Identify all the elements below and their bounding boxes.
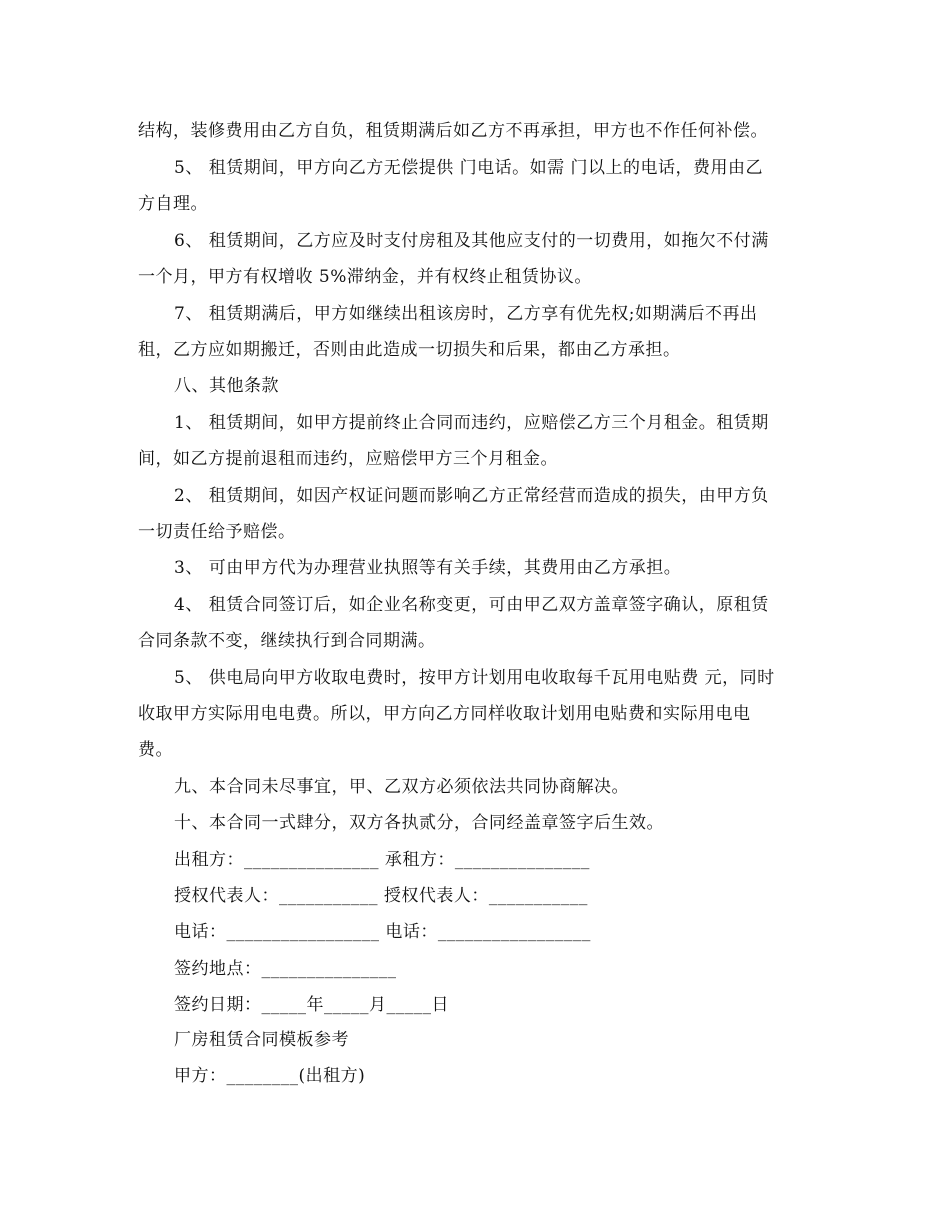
paragraph-line: 一个月，甲方有权增收 5%滞纳金，并有权终止租赁协议。 — [138, 267, 592, 287]
paragraph-line: 收取甲方实际用电电费。所以，甲方向乙方同样收取计划用电贴费和实际用电电 — [138, 704, 751, 724]
signature-line-representative: 授权代表人：___________ 授权代表人：___________ — [174, 886, 588, 906]
paragraph-line: 6、 租赁期间，乙方应及时支付房租及其他应支付的一切费用，如拖欠不付满 — [174, 231, 769, 251]
paragraph-line: 4、 租赁合同签订后，如企业名称变更，可由甲乙双方盖章签字确认，原租赁 — [174, 595, 769, 615]
signature-line-date: 签约日期：_____年_____月_____日 — [174, 995, 449, 1015]
paragraph-line: 合同条款不变，继续执行到合同期满。 — [138, 631, 436, 651]
paragraph-line: 方自理。 — [138, 194, 208, 214]
paragraph-line: 间，如乙方提前退租而违约，应赔偿甲方三个月租金。 — [138, 449, 558, 469]
paragraph-line: 2、 租赁期间，如因产权证问题而影响乙方正常经营而造成的损失，由甲方负 — [174, 486, 769, 506]
paragraph-line: 费。 — [138, 740, 173, 760]
paragraph-line: 3、 可由甲方代为办理营业执照等有关手续，其费用由乙方承担。 — [174, 558, 682, 578]
paragraph-line: 一切责任给予赔偿。 — [138, 522, 296, 542]
paragraph-line: 1、 租赁期间，如甲方提前终止合同而违约，应赔偿乙方三个月租金。租赁期 — [174, 413, 769, 433]
signature-line-lessor: 出租方：_______________ 承租方：_______________ — [174, 850, 590, 870]
subsection-title: 厂房租赁合同模板参考 — [174, 1030, 349, 1050]
signature-line-phone: 电话：_________________ 电话：_________________ — [174, 922, 591, 942]
paragraph-line: 7、 租赁期满后，甲方如继续出租该房时，乙方享有优先权;如期满后不再出 — [174, 304, 758, 324]
paragraph-line: 十、本合同一式肆分，双方各执贰分，合同经盖章签字后生效。 — [174, 813, 664, 833]
party-a-line: 甲方：________(出租方) — [174, 1066, 366, 1086]
paragraph-line: 九、本合同未尽事宜，甲、乙双方必须依法共同协商解决。 — [174, 777, 629, 797]
paragraph-line: 5、 供电局向甲方收取电费时，按甲方计划用电收取每千瓦用电贴费 元，同时 — [174, 668, 775, 688]
paragraph-line: 结构，装修费用由乙方自负，租赁期满后如乙方不再承担，甲方也不作任何补偿。 — [138, 121, 768, 141]
section-heading: 八、其他条款 — [174, 376, 279, 396]
paragraph-line: 租，乙方应如期搬迁，否则由此造成一切损失和后果，都由乙方承担。 — [138, 340, 681, 360]
paragraph-line: 5、 租赁期间，甲方向乙方无偿提供 门电话。如需 门以上的电话，费用由乙 — [174, 158, 764, 178]
signature-line-place: 签约地点：_______________ — [174, 959, 397, 979]
